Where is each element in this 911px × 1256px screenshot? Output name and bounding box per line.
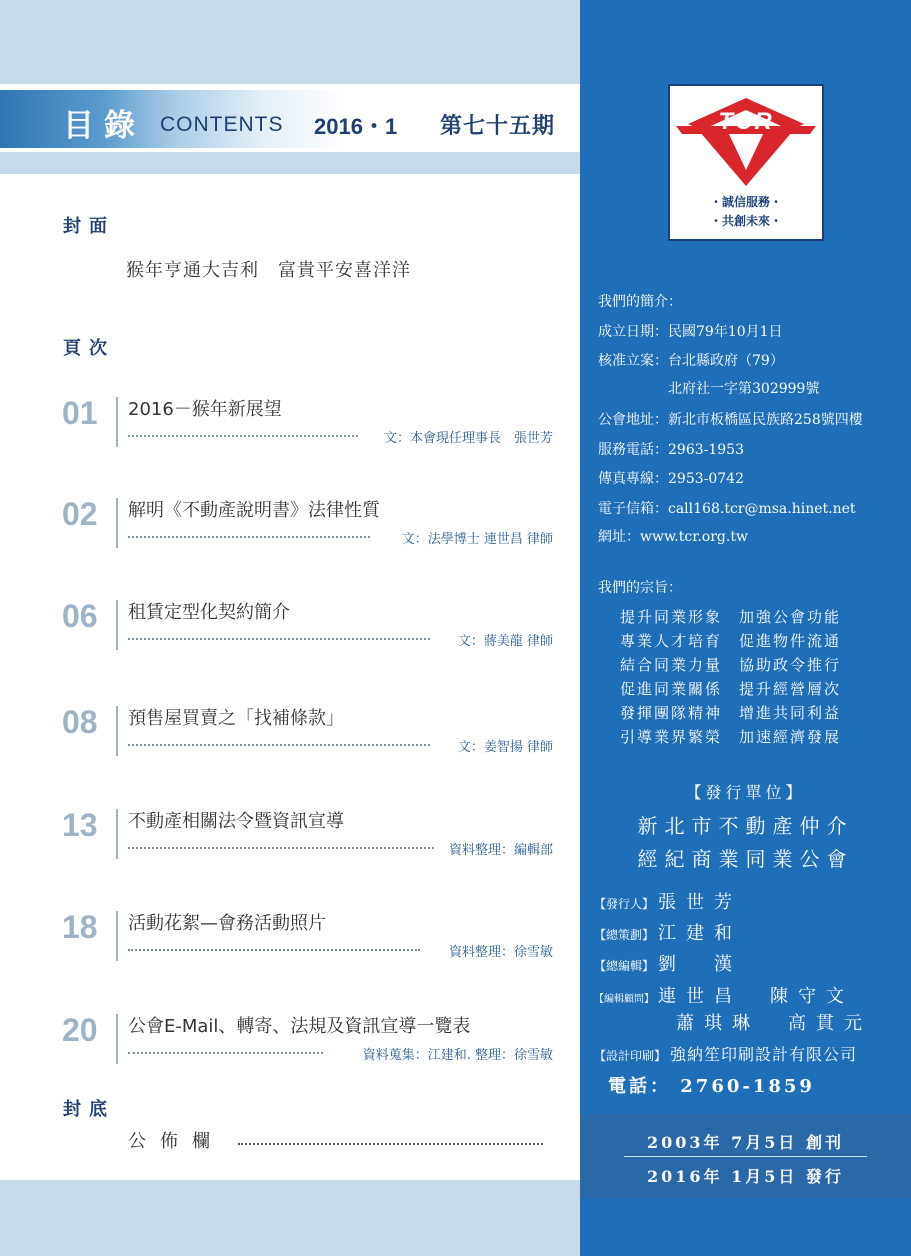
info-panel (580, 0, 911, 1256)
mission-line: 引導業界繁榮 加速經濟發展 (620, 728, 842, 746)
entry-divider (116, 809, 118, 859)
issue-year: 2016・1 (314, 114, 398, 139)
intro-line: 核准立案：台北縣政府（79） (598, 353, 784, 369)
leader-dots (128, 744, 430, 746)
page-number: 20 (62, 1012, 98, 1048)
mission-line: 發揮團隊精神 增進共同利益 (620, 704, 842, 722)
leader-dots (128, 949, 420, 951)
bottom-band (0, 1180, 580, 1256)
toc-entry[interactable] (0, 909, 580, 979)
entry-title: 公會E-Mail、轉寄、法規及資訊宣導一覽表 (128, 1016, 471, 1037)
staff-name: 劉 漢 (658, 954, 743, 975)
mission-heading: 我們的宗旨： (598, 580, 682, 596)
staff-name: 張世芳 (658, 892, 743, 913)
page-number: 01 (62, 395, 98, 431)
date-box (580, 1114, 911, 1198)
staff-name: 連世昌 陳守文 (658, 986, 854, 1007)
toc-entry[interactable] (0, 598, 580, 668)
mission-line: 結合同業力量 協助政令推行 (620, 656, 842, 674)
intro-line: 服務電話：2963-1953 (598, 442, 744, 458)
issued-date: 2016年 1月5日 發行 (647, 1167, 844, 1186)
intro-line: 成立日期：民國79年10月1日 (598, 324, 783, 340)
entry-title: 租賃定型化契約簡介 (128, 602, 290, 623)
leader-dots (128, 536, 370, 538)
staff-role: 【總編輯】 (594, 959, 655, 973)
entry-divider (116, 911, 118, 961)
entry-title: 預售屋買賣之「找補條款」 (128, 708, 344, 729)
toc-entry[interactable] (0, 807, 580, 877)
intro-heading: 我們的簡介： (598, 294, 682, 310)
cover-text: 猴年亨通大吉利 富貴平安喜洋洋 (126, 260, 411, 281)
staff-name: 蕭琪琳 高貫元 (676, 1013, 872, 1034)
contents-title-en: CONTENTS (160, 113, 284, 136)
toc-entry[interactable] (0, 496, 580, 566)
publisher-name-2: 經紀商業同業公會 (637, 847, 854, 871)
right-bottom-band (580, 1198, 911, 1256)
mission-line: 專業人才培育 促進物件流通 (620, 632, 842, 650)
entry-title: 解明《不動產說明書》法律性質 (128, 500, 380, 521)
staff-role: 【發行人】 (594, 897, 655, 911)
founded-date: 2003年 7月5日 創刊 (647, 1133, 844, 1152)
staff-row (594, 888, 742, 914)
staff-row (594, 919, 742, 945)
date-divider (624, 1156, 867, 1157)
staff-row (594, 950, 742, 976)
entry-divider (116, 1014, 118, 1064)
intro-line: 傳真專線：2953-0742 (598, 471, 744, 487)
intro-line: 公會地址：新北市板橋區民族路258號四樓 (598, 412, 863, 428)
staff-role: 【編輯顧問】 (594, 994, 654, 1005)
page-number: 18 (62, 909, 98, 945)
page-number: 08 (62, 704, 98, 740)
entry-divider (116, 706, 118, 756)
toc-entry[interactable] (0, 395, 580, 465)
entry-author: 資料蒐集：江建和. 整理：徐雪敏 (362, 1048, 553, 1063)
intro-line: 網址：www.tcr.org.tw (598, 529, 748, 545)
toc-entry[interactable] (0, 1012, 580, 1082)
entry-author: 文：姜智揚 律師 (457, 740, 553, 755)
leader-dots (238, 1143, 543, 1145)
leader-dots (128, 435, 358, 437)
entry-title: 2016－猴年新展望 (128, 399, 282, 420)
entry-divider (116, 600, 118, 650)
page-number: 13 (62, 807, 98, 843)
tcr-logo (668, 84, 824, 241)
staff-row (594, 1042, 857, 1065)
title-underband (0, 152, 580, 174)
issue-number: 第七十五期 (440, 114, 556, 139)
intro-line: 北府社一字第302999號 (598, 381, 820, 397)
staff-name: 強納笙印刷設計有限公司 (670, 1045, 858, 1064)
entry-title: 活動花絮—會務活動照片 (128, 913, 326, 934)
publisher-heading: 【發行單位】 (685, 783, 806, 802)
pages-heading: 頁次 (63, 338, 115, 359)
back-cover-text: 公佈欄 (128, 1131, 224, 1152)
page-number: 02 (62, 496, 98, 532)
staff-role: 【設計印刷】 (594, 1049, 667, 1063)
logo-slogan-1: ・誠信服務・ (709, 195, 782, 209)
logo-slogan-2: ・共創未來・ (709, 214, 782, 228)
entry-author: 文：蔣美龍 律師 (457, 634, 553, 649)
leader-dots (128, 847, 434, 849)
intro-line: 電子信箱：call168.tcr@msa.hinet.net (598, 501, 856, 517)
entry-divider (116, 498, 118, 548)
staff-role: 【總策劃】 (594, 928, 655, 942)
top-band (0, 0, 580, 84)
entry-author: 資料整理：徐雪敏 (448, 945, 553, 960)
staff-row (676, 1009, 872, 1035)
mission-line: 促進同業關係 提升經營層次 (620, 680, 842, 698)
logo-brand: TCR (718, 108, 774, 135)
entry-author: 文：本會現任理事長 張世芳 (383, 431, 553, 446)
staff-name: 江建和 (658, 923, 743, 944)
page-number: 06 (62, 598, 98, 634)
contents-title-zh: 目錄 (63, 108, 145, 144)
cover-heading: 封面 (63, 216, 115, 237)
entry-author: 資料整理：編輯部 (448, 843, 553, 858)
leader-dots (128, 638, 430, 640)
back-cover-heading: 封底 (63, 1099, 115, 1120)
mission-line: 提升同業形象 加強公會功能 (620, 608, 842, 626)
phone-number: 電話： 2760-1859 (608, 1076, 815, 1097)
staff-row (594, 982, 854, 1008)
toc-entry[interactable] (0, 704, 580, 774)
entry-title: 不動產相關法令暨資訊宣導 (128, 811, 344, 832)
leader-dots (128, 1052, 323, 1054)
publisher-name-1: 新北市不動產仲介 (637, 814, 854, 838)
entry-author: 文：法學博士 連世昌 律師 (401, 532, 553, 547)
entry-divider (116, 397, 118, 447)
